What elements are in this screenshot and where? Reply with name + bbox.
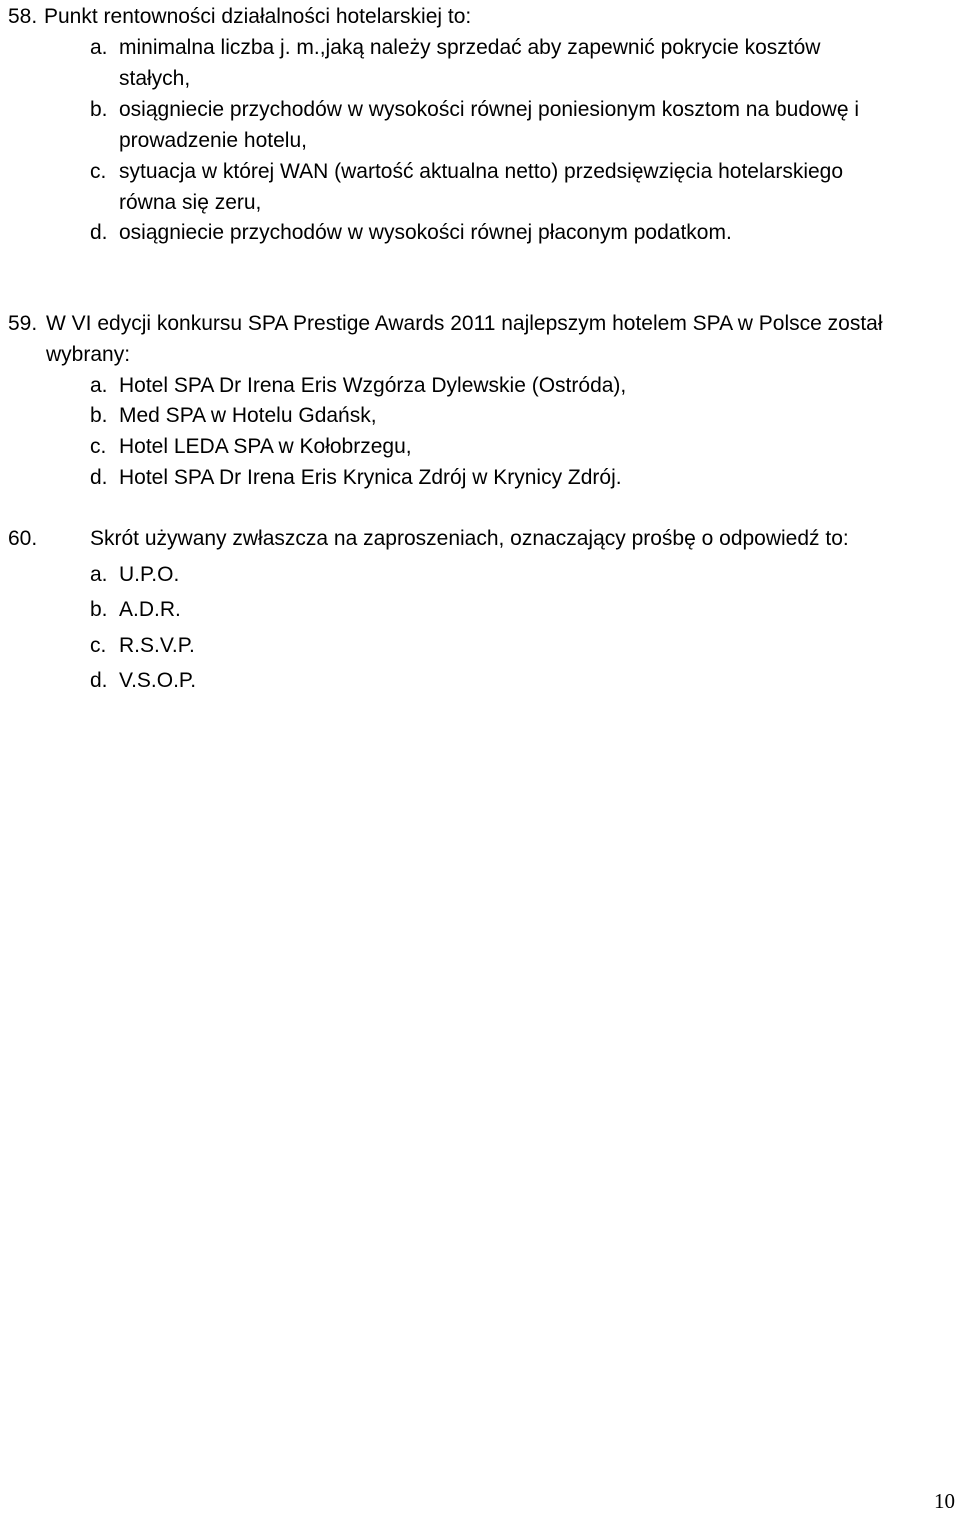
- option-letter: a.: [90, 374, 108, 397]
- option-letter: b.: [90, 98, 108, 121]
- question-text: W VI edycji konkursu SPA Prestige Awards 2011 najlepszym hotelem SPA w Polsce został: [46, 312, 883, 335]
- option-text: Hotel SPA Dr Irena Eris Krynica Zdrój w Krynicy Zdrój.: [119, 466, 622, 489]
- option-letter: a.: [90, 563, 108, 586]
- option-text: A.D.R.: [119, 598, 181, 621]
- option-text: równa się zeru,: [119, 191, 262, 214]
- option-text: Hotel SPA Dr Irena Eris Wzgórza Dylewskie (Ostróda),: [119, 374, 627, 397]
- page-number: 10: [934, 1489, 955, 1513]
- option-letter: b.: [90, 404, 108, 427]
- option-text: V.S.O.P.: [119, 669, 197, 692]
- question-number: 60.: [8, 527, 38, 550]
- option-text: osiągniecie przychodów w wysokości równej poniesionym kosztom na budowę i: [119, 98, 860, 121]
- option-letter: a.: [90, 36, 108, 59]
- option-letter: c.: [90, 160, 107, 183]
- option-text: sytuacja w której WAN (wartość aktualna netto) przedsięwzięcia hotelarskiego: [119, 160, 844, 183]
- option-text: U.P.O.: [119, 563, 180, 586]
- option-letter: c.: [90, 435, 107, 458]
- option-letter: b.: [90, 598, 108, 621]
- question-number: 59.: [8, 312, 38, 335]
- option-letter: d.: [90, 221, 108, 244]
- option-letter: d.: [90, 669, 108, 692]
- question-text: wybrany:: [46, 343, 131, 366]
- question-number: 58.: [8, 5, 38, 28]
- option-letter: d.: [90, 466, 108, 489]
- option-text: prowadzenie hotelu,: [119, 129, 307, 152]
- option-text: Hotel LEDA SPA w Kołobrzegu,: [119, 435, 412, 458]
- option-text: stałych,: [119, 67, 191, 90]
- option-text: osiągniecie przychodów w wysokości równej płaconym podatkom.: [119, 221, 732, 244]
- option-text: R.S.V.P.: [119, 634, 195, 657]
- option-text: minimalna liczba j. m.,jaką należy sprzedać aby zapewnić pokrycie kosztów: [119, 36, 821, 59]
- question-text: Skrót używany zwłaszcza na zaproszeniach, oznaczający prośbę o odpowiedź to:: [90, 527, 849, 550]
- question-text: Punkt rentowności działalności hotelarskiej to:: [44, 5, 472, 28]
- option-letter: c.: [90, 634, 107, 657]
- option-text: Med SPA w Hotelu Gdańsk,: [119, 404, 377, 427]
